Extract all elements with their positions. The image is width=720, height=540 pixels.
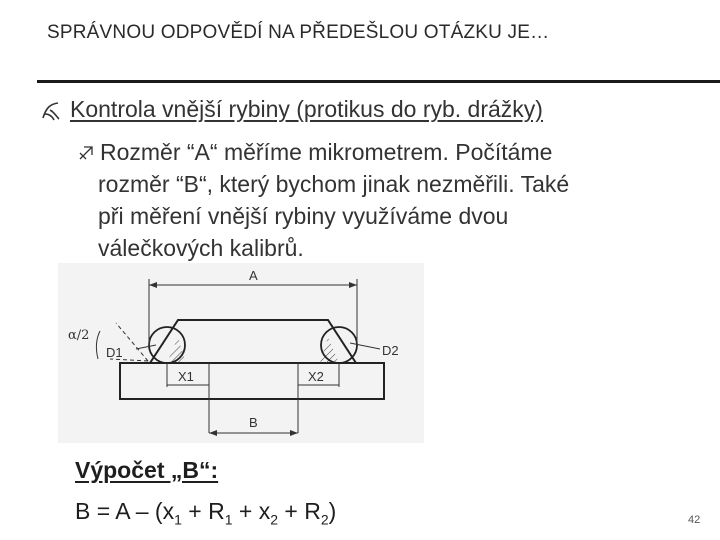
leader-d1 xyxy=(136,345,156,349)
label-x2: X2 xyxy=(308,369,324,384)
dim-b-arrow-right xyxy=(290,430,298,436)
bullet-main xyxy=(40,96,543,123)
page-number: 42 xyxy=(688,514,701,526)
bullet-sub-text-2: rozměr “B“, který bychom jinak nezměřili. Také xyxy=(98,171,570,197)
label-a: A xyxy=(249,268,258,283)
bullet-sub xyxy=(78,136,678,264)
formula-sub: 1 xyxy=(174,511,182,528)
label-alpha: α/2 xyxy=(68,328,90,343)
formula-part: + x xyxy=(232,498,271,524)
angle-arc xyxy=(96,331,100,359)
leader-d2 xyxy=(350,343,380,349)
dovetail-drawing xyxy=(58,263,424,443)
hatch-right xyxy=(320,337,339,363)
formula-part: ) xyxy=(328,498,337,524)
base-block xyxy=(120,363,384,399)
bullet-sub-text-4: válečkových kalibrů. xyxy=(98,235,304,261)
formula-sub: 1 xyxy=(224,511,233,528)
formula-part: + R xyxy=(278,498,321,524)
label-d1: D1 xyxy=(106,345,123,360)
hatch-left xyxy=(167,337,186,363)
bullet-main-text: Kontrola vnější rybiny (protikus do ryb. drážky) xyxy=(70,96,543,122)
bullet-sub-line xyxy=(78,136,678,168)
bullet-curl-icon xyxy=(40,100,62,122)
calculation-heading: Výpočet „B“: xyxy=(75,457,219,483)
bullet-sub-text-1: Rozměr “A“ měříme mikrometrem. Počítáme xyxy=(100,139,553,165)
formula-sub: 2 xyxy=(320,511,329,528)
label-d2: D2 xyxy=(382,343,399,358)
dim-a-arrow-right xyxy=(349,282,357,288)
title-divider xyxy=(37,80,720,83)
label-x1: X1 xyxy=(178,369,194,384)
calculation-formula xyxy=(75,498,336,528)
bullet-sub-text-3: při měření vnější rybiny využíváme dvou xyxy=(98,203,509,229)
formula-part: + R xyxy=(181,498,225,524)
formula-sub: 2 xyxy=(270,511,279,528)
dim-b-arrow-left xyxy=(209,430,217,436)
dim-a-arrow-left xyxy=(149,282,157,288)
slide-title: SPRÁVNOU ODPOVĚDÍ NA PŘEDEŠLOU OTÁZKU JE… xyxy=(47,22,550,43)
dovetail-diagram xyxy=(58,263,424,443)
bullet-arrow-icon xyxy=(78,145,96,161)
label-b: B xyxy=(249,415,258,430)
formula-part: B = A – (x xyxy=(75,498,175,524)
